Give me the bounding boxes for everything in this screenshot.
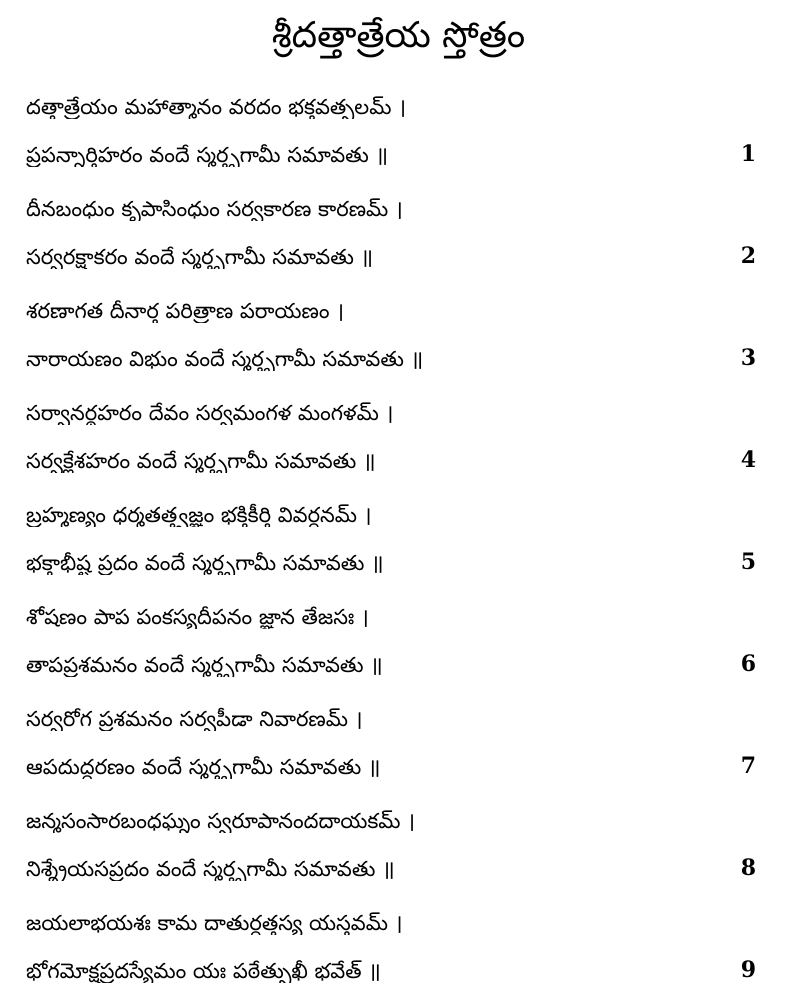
verse-1 [26, 85, 766, 187]
verse-line-1: సర్వరోగ ప్రశమనం సర్వపీడా నివారణమ్ । [26, 707, 363, 731]
verse-8 [26, 799, 766, 901]
verse-number: 3 [740, 345, 756, 371]
verse-7 [26, 697, 766, 799]
verse-4 [26, 391, 766, 493]
verse-line-1: బ్రహ్మణ్యం ధర్మతత్త్వజ్ఞం భక్తికీర్తి వివర్ధనమ్ । [26, 503, 372, 527]
verse-line-2: భక్తాభీష్ట ప్రదం వందే స్మర్తృగామీ సమావతు ॥ [26, 551, 384, 575]
verse-line-2: నారాయణం విభుం వందే స్మర్తృగామీ సమావతు ॥ [26, 347, 424, 371]
verse-number: 5 [740, 549, 756, 575]
verse-6 [26, 595, 766, 697]
verse-number: 9 [740, 957, 756, 983]
stotram-verses [26, 85, 766, 1003]
verse-line-2: తాపప్రశమనం వందే స్మర్తృగామీ సమావతు ॥ [26, 653, 383, 677]
verse-line-2: ఆపదుద్ధరణం వందే స్మర్తృగామీ సమావతు ॥ [26, 755, 381, 779]
verse-line-1: శరణాగత దీనార్త పరిత్రాణ పరాయణం । [26, 299, 345, 323]
verse-line-2: సర్వక్లేశహరం వందే స్మర్తృగామీ సమావతు ॥ [26, 449, 376, 473]
verse-line-2: నిశ్శ్రేయసప్రదం వందే స్మర్తృగామీ సమావతు ॥ [26, 857, 395, 881]
verse-3 [26, 289, 766, 391]
verse-9 [26, 901, 766, 1003]
verse-line-1: జయలాభయశః కామ దాతుర్దత్తస్య యస్తవమ్ । [26, 911, 403, 935]
verse-line-1: సర్వానర్థహరం దేవం సర్వమంగళ మంగళమ్ । [26, 401, 394, 425]
verse-number: 6 [740, 651, 756, 677]
verse-number: 2 [740, 243, 756, 269]
page-title: శ్రీదత్తాత్రేయ స్తోత్రం [271, 15, 526, 56]
verse-2 [26, 187, 766, 289]
verse-number: 4 [740, 447, 756, 473]
verse-number: 8 [740, 855, 756, 881]
verse-line-1: దత్తాత్రేయం మహాత్మానం వరదం భక్తవత్సలమ్ । [26, 95, 407, 119]
verse-number: 7 [740, 753, 756, 779]
verse-line-1: శోషణం పాప పంకస్యదీపనం జ్ఞాన తేజసః । [26, 605, 369, 629]
verse-line-1: దీనబంధుం కృపాసింధుం సర్వకారణ కారణమ్ । [26, 197, 403, 221]
verse-5 [26, 493, 766, 595]
verse-line-2: సర్వరక్షాకరం వందే స్మర్తృగామీ సమావతు ॥ [26, 245, 374, 269]
verse-line-2: భోగమోక్షప్రదస్యేమం యః పఠేత్సుఖీ భవేత్ ॥ [26, 959, 381, 983]
verse-line-1: జన్మసంసారబంధఘ్నం స్వరూపానందదాయకమ్ । [26, 809, 416, 833]
verse-line-2: ప్రపన్నార్తిహరం వందే స్మర్తృగామీ సమావతు ॥ [26, 143, 389, 167]
verse-number: 1 [740, 141, 756, 167]
